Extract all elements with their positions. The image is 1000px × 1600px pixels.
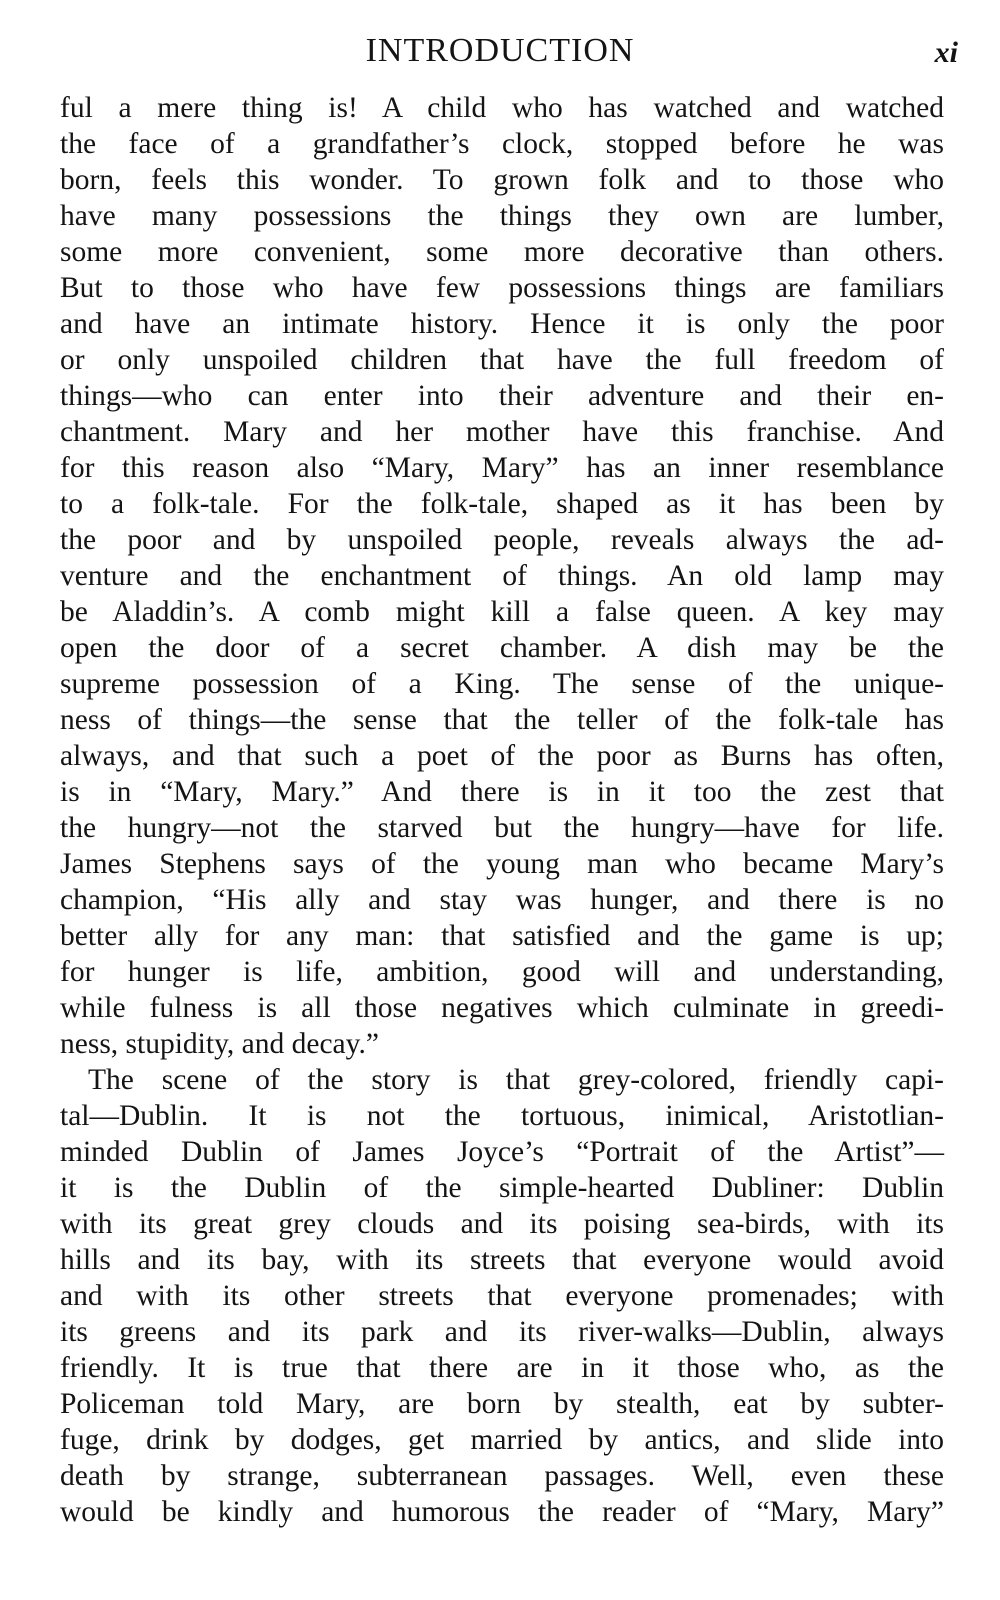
text-line: tal—Dublin. It is not the tortuous, inimical, Aristotlian- xyxy=(60,1100,944,1132)
text-line: or only unspoiled children that have the full freedom of xyxy=(60,344,944,376)
text-line: with its great grey clouds and its poising sea-birds, with its xyxy=(60,1208,944,1240)
text-line: better ally for any man: that satisfied and the game is up; xyxy=(60,920,944,952)
text-line: and have an intimate history. Hence it is only the poor xyxy=(60,308,944,340)
text-line: its greens and its park and its river-walks—Dublin, always xyxy=(60,1316,944,1348)
page-number: xi xyxy=(934,36,958,69)
text-line: supreme possession of a King. The sense of the unique- xyxy=(60,668,944,700)
text-line: venture and the enchantment of things. An old lamp may xyxy=(60,560,944,592)
text-line: born, feels this wonder. To grown folk and to those who xyxy=(60,164,944,196)
text-line: have many possessions the things they own are lumber, xyxy=(60,200,944,232)
page-title: INTRODUCTION xyxy=(365,32,635,69)
text-line: always, and that such a poet of the poor as Burns has often, xyxy=(60,740,944,772)
text-line: James Stephens says of the young man who became Mary’s xyxy=(60,848,944,880)
text-line: is in “Mary, Mary.” And there is in it too the zest that xyxy=(60,776,944,808)
text-line: champion, “His ally and stay was hunger, and there is no xyxy=(60,884,944,916)
text-line: it is the Dublin of the simple-hearted Dubliner: Dublin xyxy=(60,1172,944,1204)
text-line: while fulness is all those negatives which culminate in greedi- xyxy=(60,992,944,1024)
text-line: the poor and by unspoiled people, reveals always the ad- xyxy=(60,524,944,556)
paragraph-1 xyxy=(60,90,944,1062)
text-line: for this reason also “Mary, Mary” has an inner resemblance xyxy=(60,452,944,484)
text-line: ful a mere thing is! A child who has watched and watched xyxy=(60,92,944,124)
text-line: would be kindly and humorous the reader of “Mary, Mary” xyxy=(60,1496,944,1528)
paragraph-2 xyxy=(60,1062,944,1530)
body-text xyxy=(60,90,944,1530)
text-line: chantment. Mary and her mother have this franchise. And xyxy=(60,416,944,448)
text-line: The scene of the story is that grey-colored, friendly capi- xyxy=(88,1064,944,1096)
text-line: minded Dublin of James Joyce’s “Portrait of the Artist”— xyxy=(60,1136,944,1168)
text-line: hills and its bay, with its streets that everyone would avoid xyxy=(60,1244,944,1276)
text-line: ness of things—the sense that the teller of the folk-tale has xyxy=(60,704,944,736)
text-line: death by strange, subterranean passages. Well, even these xyxy=(60,1460,944,1492)
text-line: friendly. It is true that there are in it those who, as the xyxy=(60,1352,944,1384)
text-line: open the door of a secret chamber. A dish may be the xyxy=(60,632,944,664)
text-line: fuge, drink by dodges, get married by antics, and slide into xyxy=(60,1424,944,1456)
text-line: to a folk-tale. For the folk-tale, shaped as it has been by xyxy=(60,488,944,520)
text-line: and with its other streets that everyone promenades; with xyxy=(60,1280,944,1312)
text-line: be Aladdin’s. A comb might kill a false queen. A key may xyxy=(60,596,944,628)
text-line: ness, stupidity, and decay.” xyxy=(60,1028,379,1060)
text-line: things—who can enter into their adventure and their en- xyxy=(60,380,944,412)
text-line: But to those who have few possessions things are familiars xyxy=(60,272,944,304)
text-line: for hunger is life, ambition, good will and understanding, xyxy=(60,956,944,988)
running-head xyxy=(0,24,1000,74)
text-line: Policeman told Mary, are born by stealth, eat by subter- xyxy=(60,1388,944,1420)
text-line: the hungry—not the starved but the hungry—have for life. xyxy=(60,812,944,844)
text-line: some more convenient, some more decorative than others. xyxy=(60,236,944,268)
text-line: the face of a grandfather’s clock, stopped before he was xyxy=(60,128,944,160)
